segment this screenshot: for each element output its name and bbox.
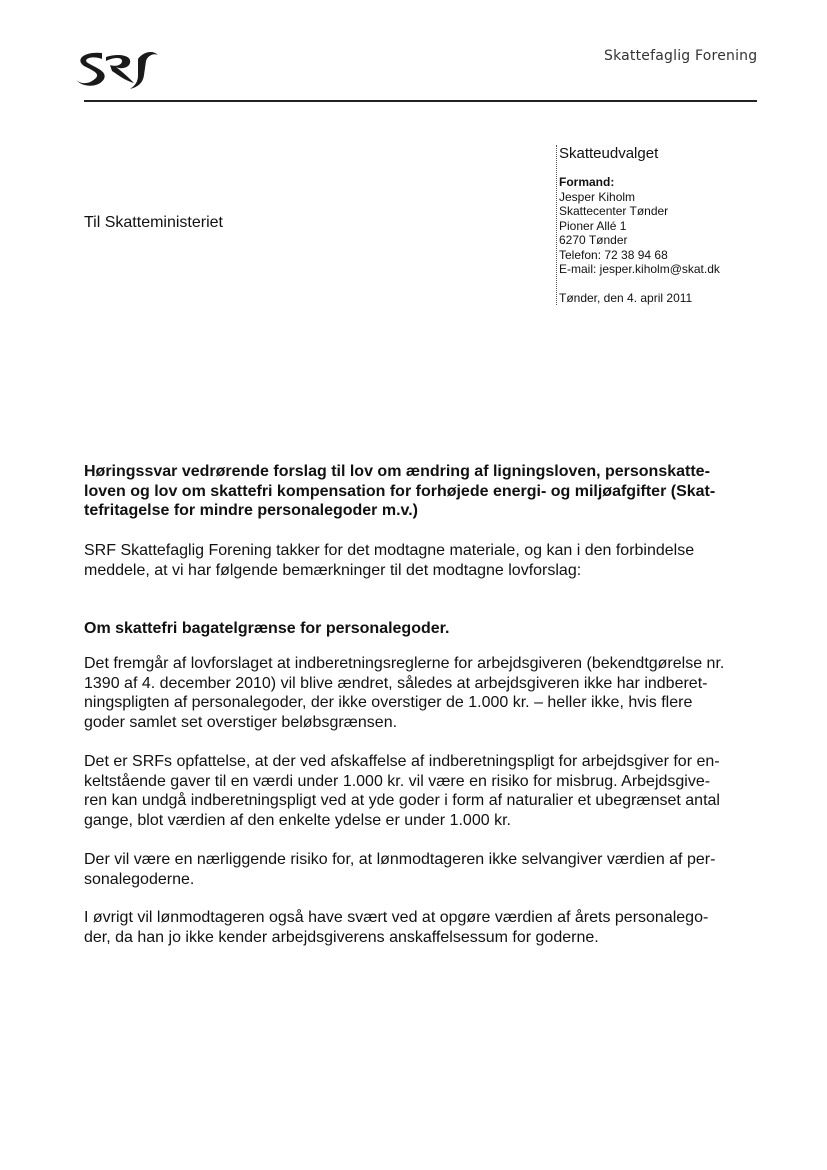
sender-block: [556, 145, 720, 305]
body-paragraph-1: [84, 654, 764, 732]
organization-name: Skattefaglig Forening: [604, 48, 758, 64]
intro-paragraph: [84, 541, 764, 580]
sender-phone: Telefon: 72 38 94 68: [559, 247, 668, 262]
paragraph-line: gange, blot værdien af den enkelte ydelse er under 1.000 kr.: [84, 811, 511, 829]
sender-office: Skattecenter Tønder: [559, 204, 669, 218]
paragraph-line: sonalegoderne.: [84, 870, 195, 888]
sender-email: E-mail: jesper.kiholm@skat.dk: [559, 262, 720, 276]
recipient: Til Skatteministeriet: [84, 214, 223, 231]
body-paragraph-4: [84, 908, 764, 947]
body-paragraph-2: [84, 752, 764, 830]
committee-name: Skatteudvalget: [559, 145, 659, 162]
paragraph-line: SRF Skattefaglig Forening takker for det modtagne materiale, og kan i den forbindelse: [84, 542, 695, 559]
srf-logo-icon: [72, 45, 172, 95]
section-heading: Om skattefri bagatelgrænse for personalegoder.: [84, 620, 450, 637]
paragraph-line: 1390 af 4. december 2010) vil blive ændret, således at arbejdsgiveren ikke har indberet-: [84, 674, 708, 692]
paragraph-line: Det fremgår af lovforslaget at indberetningsreglerne for arbejdsgiveren (bekendtgørelse nr.: [84, 655, 725, 672]
sender-name: Jesper Kiholm: [559, 189, 636, 204]
paragraph-line: keltstående gaver til en værdi under 1.000 kr. vil være en risiko for misbrug. Arbejdsgive-: [84, 772, 711, 790]
paragraph-line: Der vil være en nærliggende risiko for, at lønmodtageren ikke selvangiver værdien af per-: [84, 851, 716, 868]
header-divider: [84, 100, 757, 102]
paragraph-line: Det er SRFs opfattelse, at der ved afskaffelse af indberetningspligt for arbejdsgiver for en-: [84, 753, 720, 770]
paragraph-line: ren kan undgå indberetningspligt ved at yde goder i form af naturalier et ubegrænset antal: [84, 792, 720, 809]
paragraph-line: ningspligten af personalegoder, der ikke overstiger de 1.000 kr. – heller ikke, hvis flere: [84, 694, 693, 711]
paragraph-line: der, da han jo ikke kender arbejdsgiverens anskaffelsessum for goderne.: [84, 928, 599, 946]
paragraph-line: meddele, at vi har følgende bemærkninger til det modtagne lovforslag:: [84, 561, 582, 579]
paragraph-line: I øvrigt vil lønmodtageren også have svært ved at opgøre værdien af årets personalego-: [84, 909, 709, 926]
sender-postal: 6270 Tønder: [559, 233, 628, 247]
subject-line: tefritagelse for mindre personalegoder m.v.): [84, 502, 419, 519]
subject-heading: [84, 462, 764, 521]
sender-role: Formand:: [559, 175, 615, 189]
letter-date: Tønder, den 4. april 2011: [559, 290, 693, 305]
subject-line: loven og lov om skattefri kompensation for forhøjede energi- og miljøafgifter (Skat-: [84, 482, 716, 500]
paragraph-line: goder samlet set overstiger beløbsgrænsen.: [84, 713, 398, 731]
body-paragraph-3: [84, 850, 764, 889]
subject-line: Høringssvar vedrørende forslag til lov om ændring af ligningsloven, personskatte-: [84, 463, 710, 480]
sender-street: Pioner Allé 1: [559, 218, 627, 233]
